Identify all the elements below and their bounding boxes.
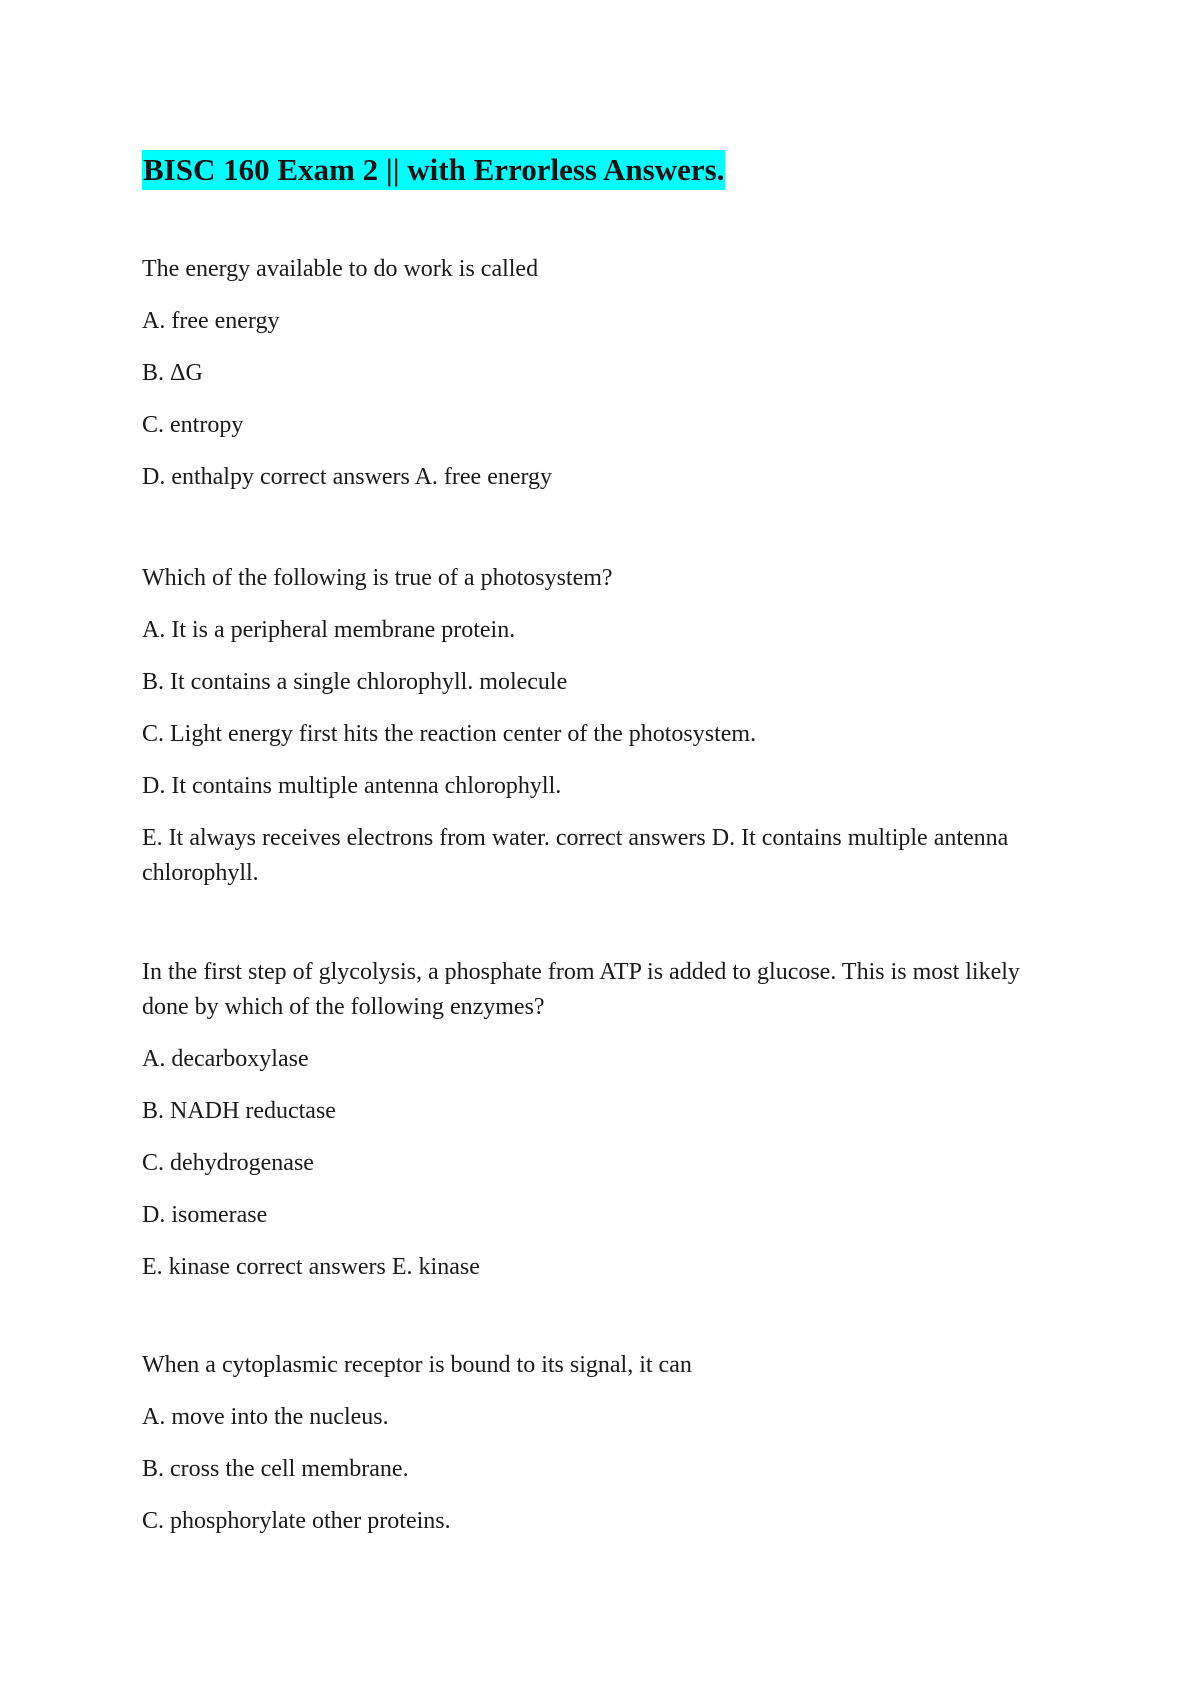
- answer-option: C. Light energy first hits the reaction center of the photosystem.: [142, 721, 757, 747]
- answer-option: B. NADH reductase: [142, 1098, 336, 1124]
- answer-option: D. enthalpy correct answers A. free energy: [142, 464, 553, 490]
- answer-option: B. ΔG: [142, 360, 203, 386]
- answer-option: E. It always receives electrons from water. correct answers D. It contains multiple antenna chlorophyll.: [142, 825, 1009, 886]
- answer-option: A. free energy: [142, 308, 280, 334]
- answer-option: D. It contains multiple antenna chlorophyll.: [142, 773, 562, 799]
- answer-option: A. move into the nucleus.: [142, 1404, 389, 1430]
- answer-option: A. It is a peripheral membrane protein.: [142, 617, 516, 643]
- question-stem: When a cytoplasmic receptor is bound to its signal, it can: [142, 1352, 692, 1378]
- answer-option: C. dehydrogenase: [142, 1150, 314, 1176]
- question-block: [142, 252, 1062, 512]
- answer-option: C. phosphorylate other proteins.: [142, 1508, 451, 1534]
- answer-option: D. isomerase: [142, 1202, 268, 1228]
- question-block: [142, 561, 1062, 908]
- question-stem: In the first step of glycolysis, a phosphate from ATP is added to glucose. This is most likely done by which of the following enzymes?: [142, 959, 1020, 1020]
- question-stem: Which of the following is true of a photosystem?: [142, 565, 613, 591]
- answer-option: A. decarboxylase: [142, 1046, 309, 1072]
- question-block: [142, 1348, 1062, 1556]
- answer-option: B. cross the cell membrane.: [142, 1456, 409, 1482]
- document-page: [142, 150, 1062, 1534]
- question-block: [142, 955, 1062, 1302]
- question-stem: The energy available to do work is called: [142, 256, 539, 282]
- document-title: BISC 160 Exam 2 || with Errorless Answers.: [142, 150, 725, 190]
- answer-option: E. kinase correct answers E. kinase: [142, 1254, 480, 1280]
- answer-option: B. It contains a single chlorophyll. molecule: [142, 669, 568, 695]
- answer-option: C. entropy: [142, 412, 244, 438]
